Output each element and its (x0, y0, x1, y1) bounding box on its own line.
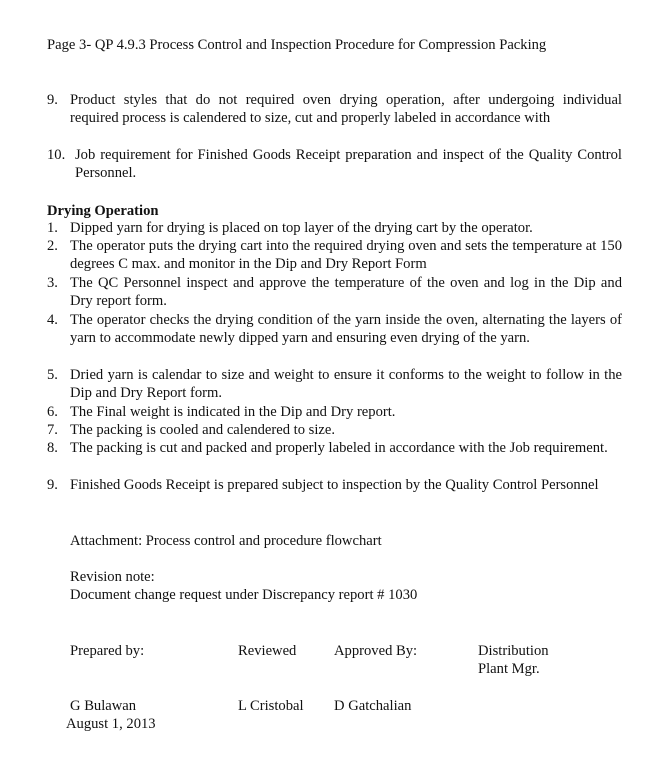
reviewed-by-name: L Cristobal (238, 698, 304, 714)
distribution-label: Distribution (478, 643, 549, 659)
item-text: Dried yarn is calendar to size and weight to ensure it conforms to the weight to follow in the Dip and Dry Report form. (70, 367, 622, 401)
item-text: Dipped yarn for drying is placed on top layer of the drying cart by the operator. (70, 220, 533, 236)
item-text: The operator puts the drying cart into the required drying oven and sets the temperature at 150 degrees C max. and monitor in the Dip and Dry Report Form (70, 238, 622, 272)
prepared-by-label: Prepared by: (70, 643, 145, 659)
section-heading: Drying Operation (47, 203, 159, 219)
item-number: 2. (47, 238, 58, 254)
item-text: The Final weight is indicated in the Dip and Dry report. (70, 404, 396, 420)
item-text: The QC Personnel inspect and approve the temperature of the oven and log in the Dip and Dry report form. (70, 275, 622, 309)
approved-by-label: Approved By: (334, 643, 418, 659)
item-number: 7. (47, 422, 58, 438)
item-text: The operator checks the drying condition of the yarn inside the oven, alternating the layers of yarn to accommodate newly dipped yarn and ensuring even drying of the yarn. (70, 312, 622, 346)
item-number: 9. (47, 477, 58, 493)
item-text: Product styles that do not required oven drying operation, after undergoing individual required process is calendered to size, cut and properly labeled in accordance with (70, 92, 622, 126)
item-number: 10. (47, 147, 66, 163)
page-header: Page 3- QP 4.9.3 Process Control and Inspection Procedure for Compression Packing (47, 37, 547, 53)
item-text: The packing is cooled and calendered to size. (70, 422, 336, 438)
revision-text: Document change request under Discrepancy report # 1030 (70, 587, 418, 603)
item-number: 5. (47, 367, 58, 383)
prepared-date: August 1, 2013 (66, 716, 156, 732)
approved-by-name: D Gatchalian (334, 698, 412, 714)
item-number: 3. (47, 275, 58, 291)
prepared-by-name: G Bulawan (70, 698, 137, 714)
attachment-note: Attachment: Process control and procedure flowchart (70, 533, 382, 549)
item-number: 4. (47, 312, 58, 328)
item-text: Finished Goods Receipt is prepared subject to inspection by the Quality Control Personnel (70, 477, 599, 493)
distribution-value: Plant Mgr. (478, 661, 540, 677)
reviewed-label: Reviewed (238, 643, 297, 659)
item-number: 8. (47, 440, 58, 456)
item-text: Job requirement for Finished Goods Receipt preparation and inspect of the Quality Control Personnel. (75, 147, 622, 181)
item-number: 6. (47, 404, 58, 420)
revision-label: Revision note: (70, 569, 155, 585)
item-number: 1. (47, 220, 58, 236)
item-text: The packing is cut and packed and properly labeled in accordance with the Job requirement. (70, 440, 608, 456)
item-number: 9. (47, 92, 58, 108)
